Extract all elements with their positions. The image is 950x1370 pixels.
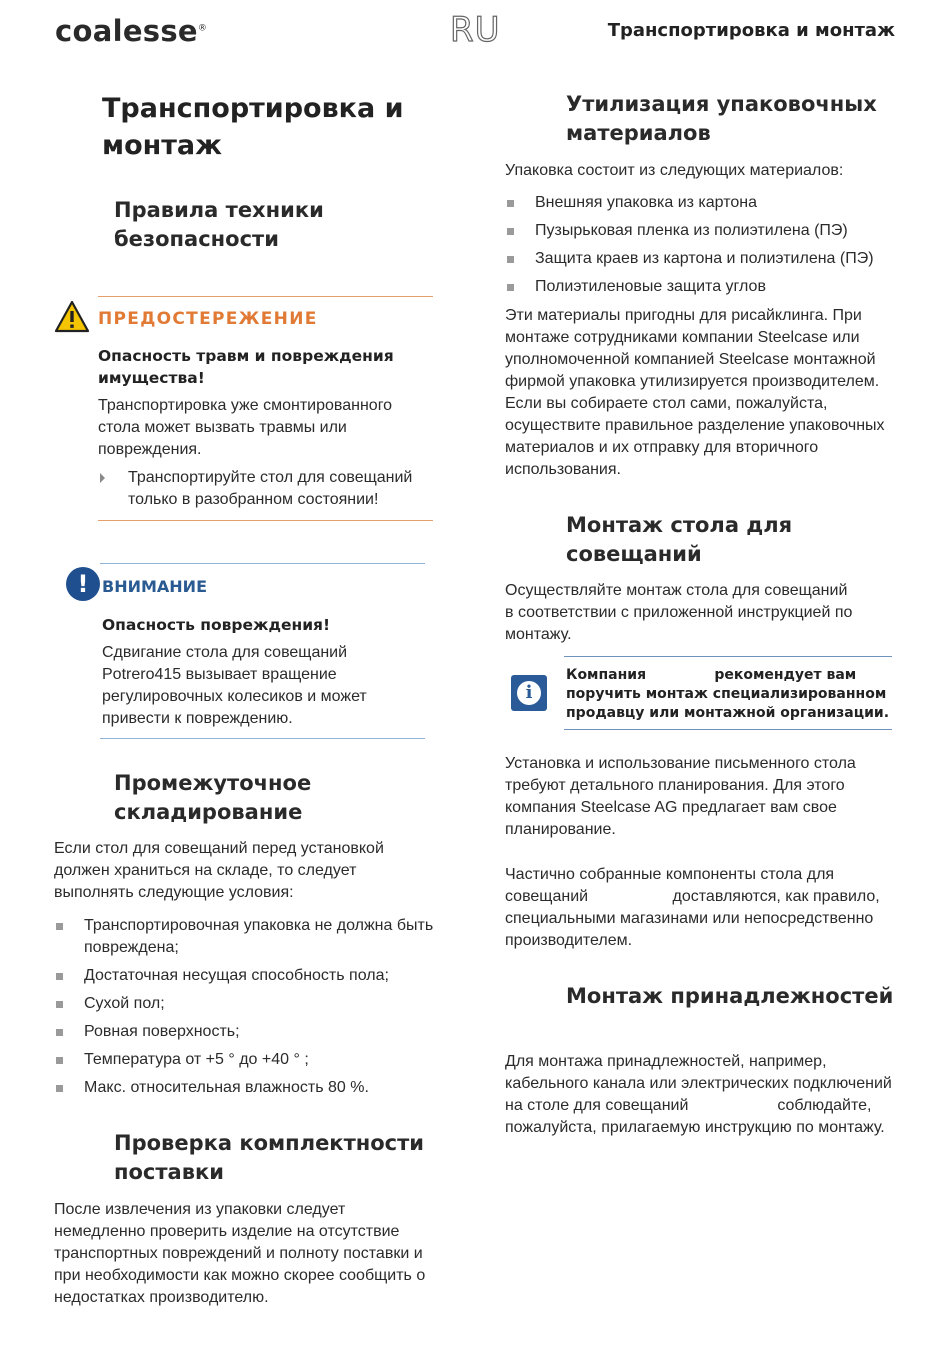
exclamation-icon: ! — [66, 567, 100, 601]
accessories-heading: Монтаж принадлежностей — [566, 984, 894, 1008]
list-item: Внешняя упаковка из картона — [505, 192, 905, 214]
storage-list — [54, 915, 439, 1105]
brand-logo: coalesse® — [55, 14, 208, 48]
info-icon: i — [511, 675, 547, 711]
warning-title: Опасность травм и повреждения имущества! — [98, 347, 394, 387]
disposal-text: Эти материалы пригодны для рисайклинга. При монтаже сотрудниками компании Steelcase или уполномоченной компанией Steelcase монтажной фирмой упаковка утилизируется производителем. Если вы собираете стол сами, пожалуйста, осуществите правильное разделение упаковочных материалов и их отправку для вторичного использования. — [505, 307, 885, 478]
check-text: После извлечения из упаковки следует немедленно проверить изделие на отсутствие транспортных повреждений и полноту поставки и при необходимости как можно скорее сообщить о недостатках производителю. — [54, 1201, 426, 1306]
header-section-title: Транспортировка и монтаж — [607, 20, 895, 41]
partial-text: Частично собранные компоненты стола для совещаний доставляются, как правило, специальными магазинами или непосредственно производителем. — [505, 866, 885, 949]
warning-label: ПРЕДОСТЕРЕЖЕНИЕ — [98, 309, 318, 329]
notice-label: ВНИМАНИЕ — [102, 577, 207, 596]
notice-title: Опасность повреждения! — [102, 616, 331, 634]
warning-step: Транспортируйте стол для совещаний только в разобранном состоянии! — [128, 469, 413, 508]
safety-heading: Правила техники безопасности — [114, 198, 324, 251]
list-item: Температура от +5 ° до +40 ° ; — [54, 1049, 439, 1071]
list-item: Сухой пол; — [54, 993, 439, 1015]
assembly-text: Осуществляйте монтаж стола для совещаний в соответствии с приложенной инструкцией по монтажу. — [505, 582, 932, 643]
warning-triangle-icon — [54, 300, 90, 333]
list-item: Полиэтиленовые защита углов — [505, 276, 905, 298]
check-heading: Проверка комплектности поставки — [114, 1131, 425, 1184]
storage-heading: Промежуточное складирование — [114, 771, 312, 824]
storage-text: Если стол для совещаний перед установкой должен храниться на складе, то следует выполнять следующие условия: — [54, 840, 384, 901]
disposal-intro: Упаковка состоит из следующих материалов: — [505, 162, 844, 179]
list-item: Ровная поверхность; — [54, 1021, 439, 1043]
disposal-list — [505, 192, 905, 304]
assembly-heading: Монтаж стола для совещаний — [566, 513, 793, 566]
notice-text: Сдвигание стола для совещаний Potrero415 вызывает вращение регулировочных колесиков и может привести к повреждению. — [102, 644, 367, 727]
accessories-text: Для монтажа принадлежностей, например, кабельного канала или электрических подключений на столе для совещаний соблюдайте, пожалуйста, прилагаемую инструкцию по монтажу. — [505, 1053, 897, 1136]
step-arrow-icon — [100, 473, 105, 483]
list-item: Защита краев из картона и полиэтилена (ПЭ) — [505, 248, 905, 270]
page-title: Транспортировка и монтаж — [102, 93, 404, 161]
planning-text: Установка и использование письменного стола требуют детального планирования. Для этого компания Steelcase AG предлагает вам свое планирование. — [505, 755, 856, 838]
warning-text: Транспортировка уже смонтированного стола может вызвать травмы или повреждения. — [98, 397, 393, 458]
list-item: Макс. относительная влажность 80 %. — [54, 1077, 439, 1099]
list-item: Достаточная несущая способность пола; — [54, 965, 439, 987]
language-code: RU — [450, 10, 501, 50]
info-text: Компания рекомендует вам поручить монтаж специализированном продавцу или монтажной организации. — [566, 667, 892, 721]
list-item: Пузырьковая пленка из полиэтилена (ПЭ) — [505, 220, 905, 242]
disposal-heading: Утилизация упаковочных материалов — [566, 92, 877, 145]
list-item: Транспортировочная упаковка не должна быть повреждена; — [54, 915, 439, 959]
